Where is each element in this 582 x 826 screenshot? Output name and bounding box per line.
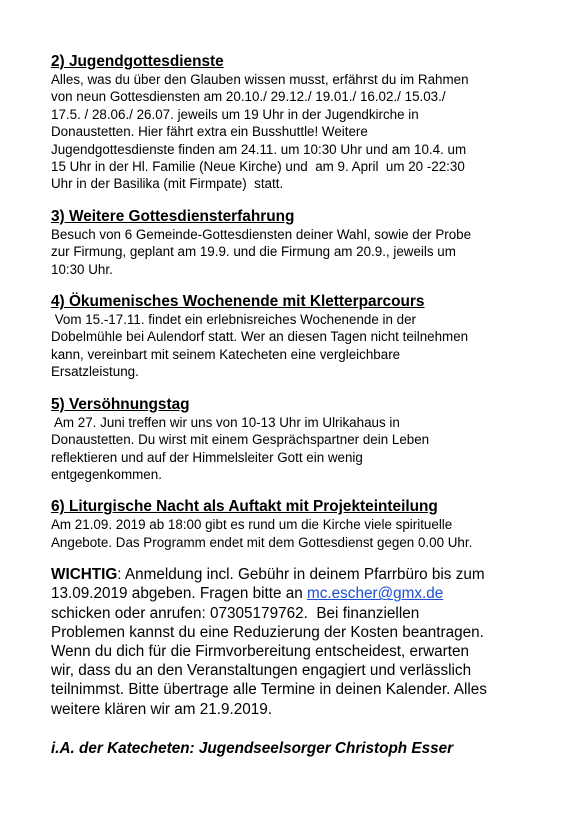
section-liturgische-nacht	[51, 497, 551, 551]
important-line	[51, 565, 551, 584]
section-heading: 2) Jugendgottesdienste	[51, 53, 224, 70]
body-line: Jugendgottesdienste finden am 24.11. um 10:30 Uhr und am 10.4. um	[51, 141, 467, 157]
body-line: 17.5. / 28.06./ 26.07. jeweils um 19 Uhr in der Jugendkirche in	[51, 106, 419, 122]
body-line: Am 27. Juni treffen wir uns von 10-13 Uhr im Ulrikahaus in	[51, 414, 400, 430]
body-line: kann, vereinbart mit seinem Katecheten eine vergleichbare	[51, 346, 401, 362]
important-line: Problemen kannst du eine Reduzierung der Kosten beantragen.	[51, 623, 484, 641]
body-line: 15 Uhr in der Hl. Familie (Neue Kirche) und am 9. April um 20 -22:30	[51, 159, 465, 175]
section-versoehnungstag	[51, 395, 551, 484]
body-line: Ersatzleistung.	[51, 364, 139, 380]
important-label: WICHTIG	[51, 566, 118, 584]
body-line: Am 21.09. 2019 ab 18:00 gibt es rund um die Kirche viele spirituelle	[51, 517, 453, 533]
body-line: Vom 15.-17.11. findet ein erlebnisreiches Wochenende in der	[51, 312, 416, 328]
important-line: Wenn du dich für die Firmvorbereitung entscheidest, erwarten	[51, 642, 470, 660]
section-gottesdiensterfahrung	[51, 207, 551, 278]
document-page	[51, 52, 551, 758]
section-heading: 3) Weitere Gottesdiensterfahrung	[51, 207, 295, 225]
important-text: : Anmeldung incl. Gebühr in deinem Pfarrbüro bis zum	[117, 566, 485, 584]
body-line: Angebote. Das Programm endet mit dem Gottesdienst gegen 0.00 Uhr.	[51, 534, 473, 550]
body-line: entgegenkommen.	[51, 466, 162, 482]
body-line: Dobelmühle bei Aulendorf statt. Wer an diesen Tagen nicht teilnehmen	[51, 329, 469, 345]
section-heading: 5) Versöhnungstag	[51, 395, 190, 413]
section-oekumenisches-wochenende	[51, 292, 551, 381]
body-line: zur Firmung, geplant am 19.9. und die Firmung am 20.9., jeweils um	[51, 244, 456, 260]
body-line: von neun Gottesdiensten am 20.10./ 29.12./ 19.01./ 16.02./ 15.03./	[51, 89, 446, 105]
body-line: 10:30 Uhr.	[51, 261, 113, 277]
important-line: weitere klären wir am 21.9.2019.	[51, 700, 273, 718]
body-line: Besuch von 6 Gemeinde-Gottesdiensten deiner Wahl, sowie der Probe	[51, 226, 472, 242]
section-jugendgottesdienste	[51, 52, 551, 193]
section-heading: 4) Ökumenisches Wochenende mit Kletterparcours	[51, 293, 425, 311]
important-line: teilnimmst. Bitte übertrage alle Termine in deinen Kalender. Alles	[51, 681, 487, 699]
important-line: schicken oder anrufen: 07305179762. Bei finanziellen	[51, 604, 420, 622]
body-line: reflektieren und auf der Himmelsleiter Gott ein wenig	[51, 449, 363, 465]
body-line: Uhr in der Basilika (mit Firmpate) statt.	[51, 176, 284, 192]
important-line: wir, dass du an den Veranstaltungen engagiert und verlässlich	[51, 662, 472, 680]
body-line: Donaustetten. Du wirst mit einem Gesprächspartner dein Leben	[51, 432, 430, 448]
signature: i.A. der Katecheten: Jugendseelsorger Christoph Esser	[51, 739, 454, 757]
body-line: Donaustetten. Hier fährt extra ein Busshuttle! Weitere	[51, 124, 368, 140]
body-line: Alles, was du über den Glauben wissen musst, erfährst du im Rahmen	[51, 72, 469, 87]
important-notice	[51, 565, 551, 719]
email-link[interactable]: mc.escher@gmx.de	[307, 585, 444, 603]
section-heading: 6) Liturgische Nacht als Auftakt mit Projekteinteilung	[51, 498, 438, 516]
important-line	[51, 584, 551, 603]
important-text: 13.09.2019 abgeben. Fragen bitte an	[51, 585, 308, 603]
